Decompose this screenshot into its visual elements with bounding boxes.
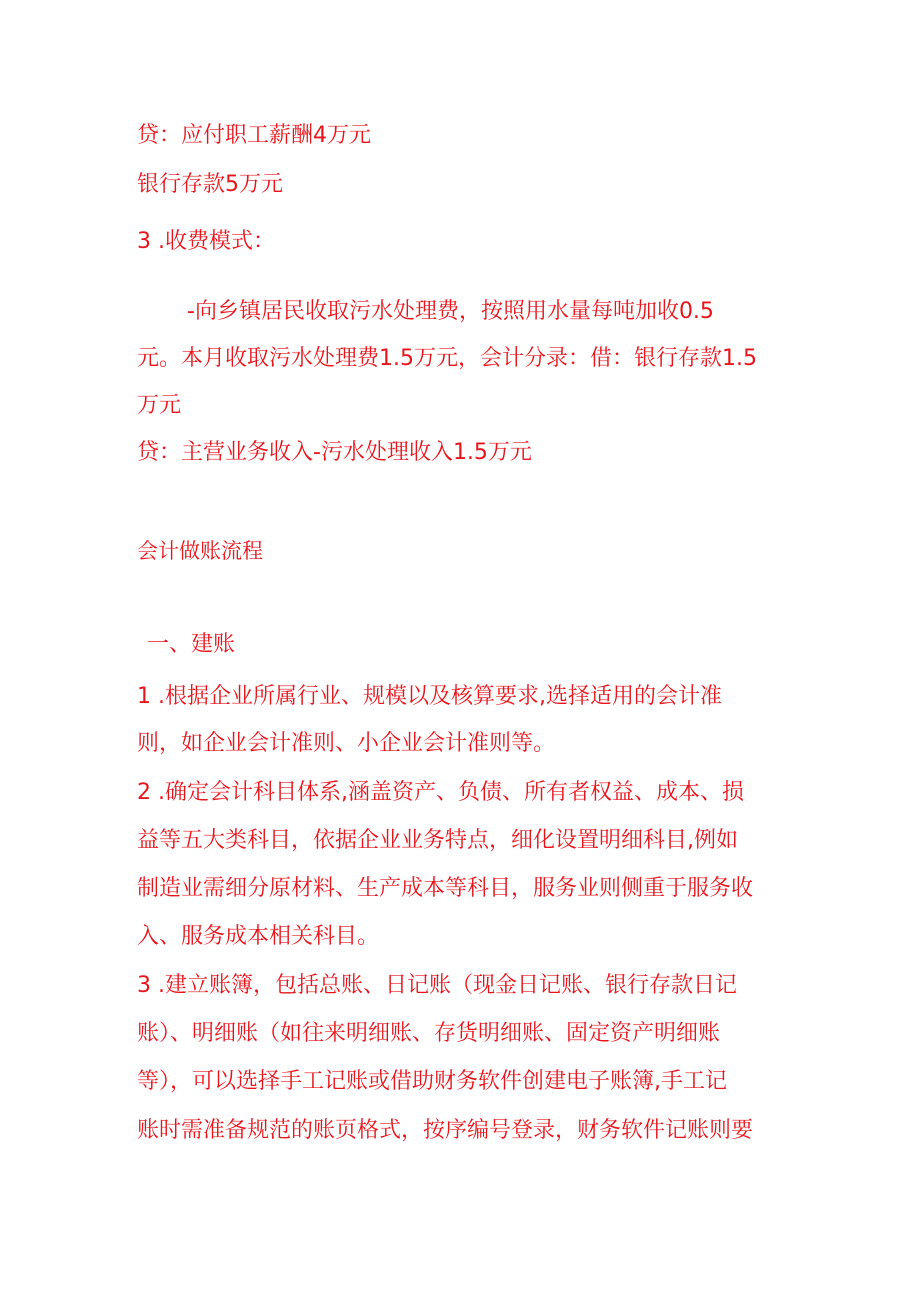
text-line-item2: 2 .确定会计科目体系,涵盖资产、负债、所有者权益、成本、损 <box>137 780 744 805</box>
text-line-item3-cont2: 等），可以选择手工记账或借助财务软件创建电子账簿,手工记 <box>137 1069 727 1094</box>
text-line-item3-cont3: 账时需准备规范的账页格式，按序编号登录，财务软件记账则要 <box>137 1118 754 1143</box>
section-title-accounting-process: 会计做账流程 <box>137 539 263 563</box>
text-line-item2-cont2: 制造业需细分原材料、生产成本等科目，服务业则侧重于服务收 <box>137 876 754 901</box>
text-line-item3: 3 .建立账簿，包括总账、日记账（现金日记账、银行存款日记 <box>137 973 737 998</box>
text-line-fee-description: -向乡镇居民收取污水处理费，按照用水量每吨加收0.5 <box>187 299 714 324</box>
section-heading-setup-books: 一、建账 <box>147 632 236 657</box>
text-line-credit-payroll: 贷：应付职工薪酬4万元 <box>137 123 371 148</box>
text-line-item2-cont3: 入、服务成本相关科目。 <box>137 924 380 949</box>
text-line-item1-cont: 则，如企业会计准则、小企业会计准则等。 <box>137 731 556 756</box>
text-line-fee-entry-cont: 万元 <box>137 393 182 418</box>
text-line-item1: 1 .根据企业所属行业、规模以及核算要求,选择适用的会计准 <box>137 684 722 709</box>
text-line-bank-deposit: 银行存款5万元 <box>137 172 283 197</box>
text-line-item2-cont1: 益等五大类科目，依据企业业务特点，细化设置明细科目,例如 <box>137 828 738 853</box>
text-line-credit-revenue: 贷：主营业务收入-污水处理收入1.5万元 <box>137 440 532 465</box>
text-line-item3-cont1: 账）、明细账（如往来明细账、存货明细账、固定资产明细账 <box>137 1021 721 1046</box>
text-line-fee-entry: 元。本月收取污水处理费1.5万元，会计分录：借：银行存款1.5 <box>137 346 757 371</box>
text-line-fee-mode-heading: 3 .收费模式： <box>137 229 275 254</box>
